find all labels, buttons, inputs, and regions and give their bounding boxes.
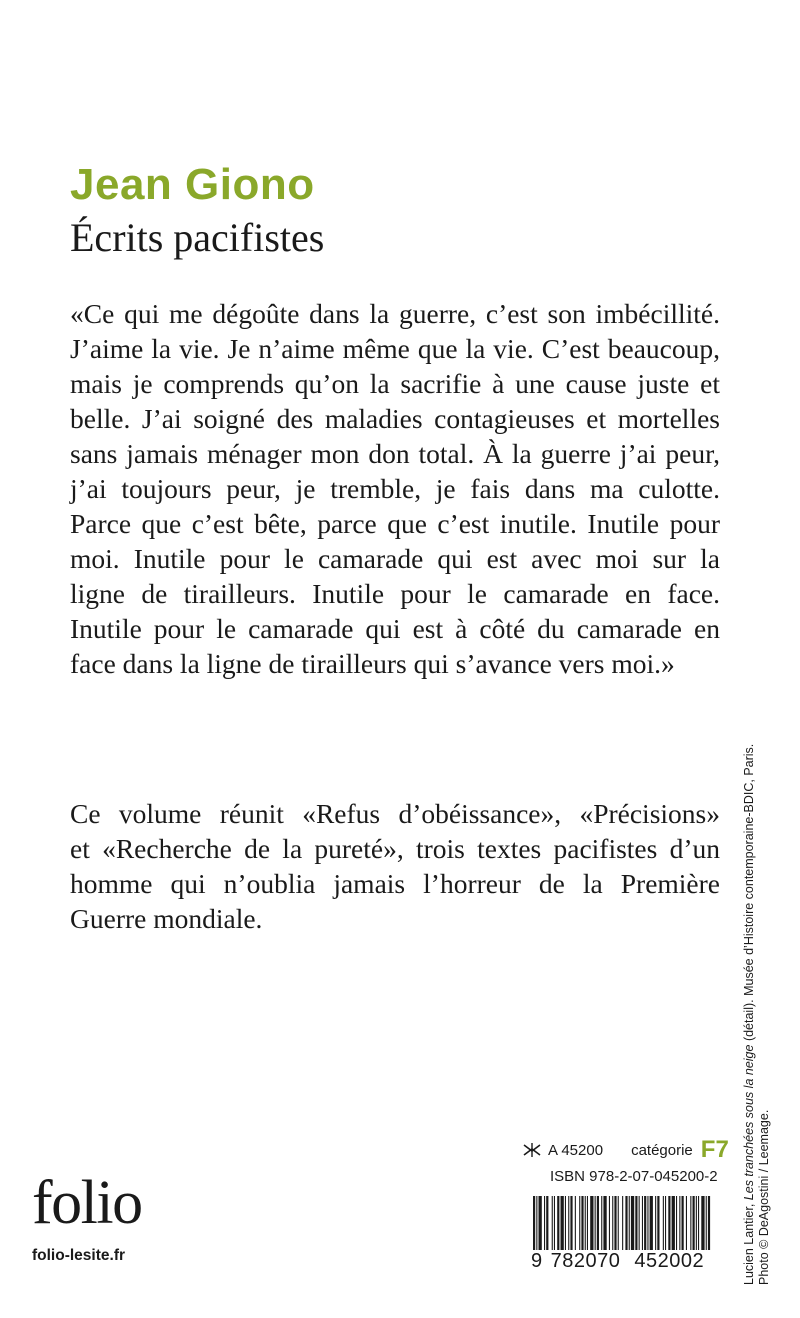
barcode-bar: [546, 1196, 548, 1250]
barcode-bar: [650, 1196, 653, 1250]
barcode-bar: [635, 1196, 637, 1250]
barcode-bar: [590, 1196, 593, 1250]
barcode-bar: [552, 1196, 553, 1250]
quote-line: Inutile pour le camarade qui est à côté du camarade en: [70, 613, 720, 644]
barcode-bar: [631, 1196, 634, 1250]
barcode-bar: [609, 1196, 610, 1250]
price-code-icon: [522, 1142, 542, 1158]
barcode-bar: [554, 1196, 555, 1250]
barcode-bar: [708, 1196, 710, 1250]
barcode-bar: [665, 1196, 666, 1250]
barcode-bar: [686, 1196, 687, 1250]
credit-line-1: [742, 744, 757, 1285]
barcode-bar: [544, 1196, 545, 1250]
barcode-bar: [639, 1196, 640, 1250]
credit-artwork-title: Les tranchées sous la neige: [742, 1044, 756, 1201]
barcode-bar: [706, 1196, 707, 1250]
barcode-bar: [644, 1196, 646, 1250]
barcode-bar: [698, 1196, 699, 1250]
barcode-bar: [597, 1196, 599, 1250]
quote-line: ligne de tirailleurs. Inutile pour le camarade en face.: [70, 578, 720, 609]
price-row: [522, 1136, 729, 1163]
barcode-bar: [625, 1196, 627, 1250]
barcode-bar: [575, 1196, 576, 1250]
book-description: [70, 796, 730, 936]
quote-line: belle. J’ai soigné des maladies contagieuses et mortelles: [70, 403, 720, 434]
book-title: Écrits pacifistes: [70, 215, 325, 260]
quote-line: sans jamais ménager mon don total. À la guerre j’ai peur,: [70, 438, 720, 469]
price-code: A 45200: [548, 1141, 604, 1159]
barcode-bar: [657, 1196, 659, 1250]
barcode-bar: [565, 1196, 566, 1250]
description-line: Ce volume réunit «Refus d’obéissance», «Précisions»: [70, 798, 720, 829]
barcode-bar: [601, 1196, 602, 1250]
barcode-bar: [629, 1196, 630, 1250]
barcode-bar: [587, 1196, 588, 1250]
category-code: F7: [700, 1136, 729, 1163]
barcode-bar: [655, 1196, 656, 1250]
barcode-bar: [682, 1196, 684, 1250]
barcode-bar: [570, 1196, 572, 1250]
publisher-website: folio-lesite.fr: [32, 1247, 126, 1264]
barcode-bar: [533, 1196, 535, 1250]
cover-image-credit: [742, 744, 772, 1285]
barcode-bar: [618, 1196, 619, 1250]
quote-line: Parce que c’est bête, parce que c’est inutile. Inutile pour: [70, 508, 720, 539]
barcode-bar: [539, 1196, 542, 1250]
quote-line: j’ai toujours peur, je tremble, je fais dans ma culotte.: [70, 473, 720, 504]
credit-artist: Lucien Lantier,: [742, 1200, 756, 1285]
barcode: [531, 1196, 713, 1250]
category-label: catégorie: [631, 1141, 693, 1159]
barcode-bar: [693, 1196, 695, 1250]
credit-source: (détail). Musée d’Histoire contemporaine-BDIC, Paris.: [742, 743, 756, 1045]
barcode-bar: [679, 1196, 680, 1250]
description-line: et «Recherche de la pureté», trois textes pacifistes d’un: [70, 833, 720, 864]
barcode-bar: [561, 1196, 564, 1250]
barcode-first-digit: 9: [531, 1250, 543, 1272]
barcode-bar: [701, 1196, 704, 1250]
quote-line: moi. Inutile pour le camarade qui est avec moi sur la: [70, 543, 720, 574]
quote-line: mais je comprends qu’on la sacrifie à une cause juste et: [70, 368, 720, 399]
barcode-bar: [579, 1196, 580, 1250]
credit-line-2: Photo © DeAgostini / Leemage.: [757, 1109, 771, 1285]
folio-logo: folio: [32, 1169, 142, 1237]
barcode-bar: [581, 1196, 583, 1250]
barcode-group-1: 782070: [550, 1250, 621, 1272]
barcode-bar: [585, 1196, 586, 1250]
barcode-group-2: 452002: [634, 1250, 705, 1272]
barcode-bar: [647, 1196, 648, 1250]
barcode-bar: [536, 1196, 537, 1250]
barcode-bar: [676, 1196, 677, 1250]
description-line: Guerre mondiale.: [70, 903, 263, 934]
barcode-bar: [568, 1196, 569, 1250]
author-name: Jean Giono: [70, 160, 315, 209]
barcode-bar: [668, 1196, 670, 1250]
barcode-bar: [612, 1196, 613, 1250]
barcode-digits: [531, 1250, 704, 1273]
barcode-bar: [603, 1196, 606, 1250]
quote-line: J’aime la vie. Je n’aime même que la vie. C’est beaucoup,: [70, 333, 720, 364]
barcode-bar: [663, 1196, 664, 1250]
barcode-bar: [622, 1196, 623, 1250]
quote-line: «Ce qui me dégoûte dans la guerre, c’est son imbécillité.: [70, 298, 720, 329]
description-line: homme qui n’oublia jamais l’horreur de la Première: [70, 868, 720, 899]
barcode-bar: [642, 1196, 643, 1250]
barcode-bar: [696, 1196, 697, 1250]
barcode-bar: [557, 1196, 559, 1250]
isbn: ISBN 978-2-07-045200-2: [550, 1168, 718, 1185]
back-cover-quote: [70, 296, 730, 681]
barcode-bar: [672, 1196, 675, 1250]
barcode-bar: [614, 1196, 616, 1250]
quote-line: face dans la ligne de tirailleurs qui s’avance vers moi.»: [70, 648, 675, 679]
barcode-bar: [595, 1196, 596, 1250]
barcode-bar: [690, 1196, 691, 1250]
